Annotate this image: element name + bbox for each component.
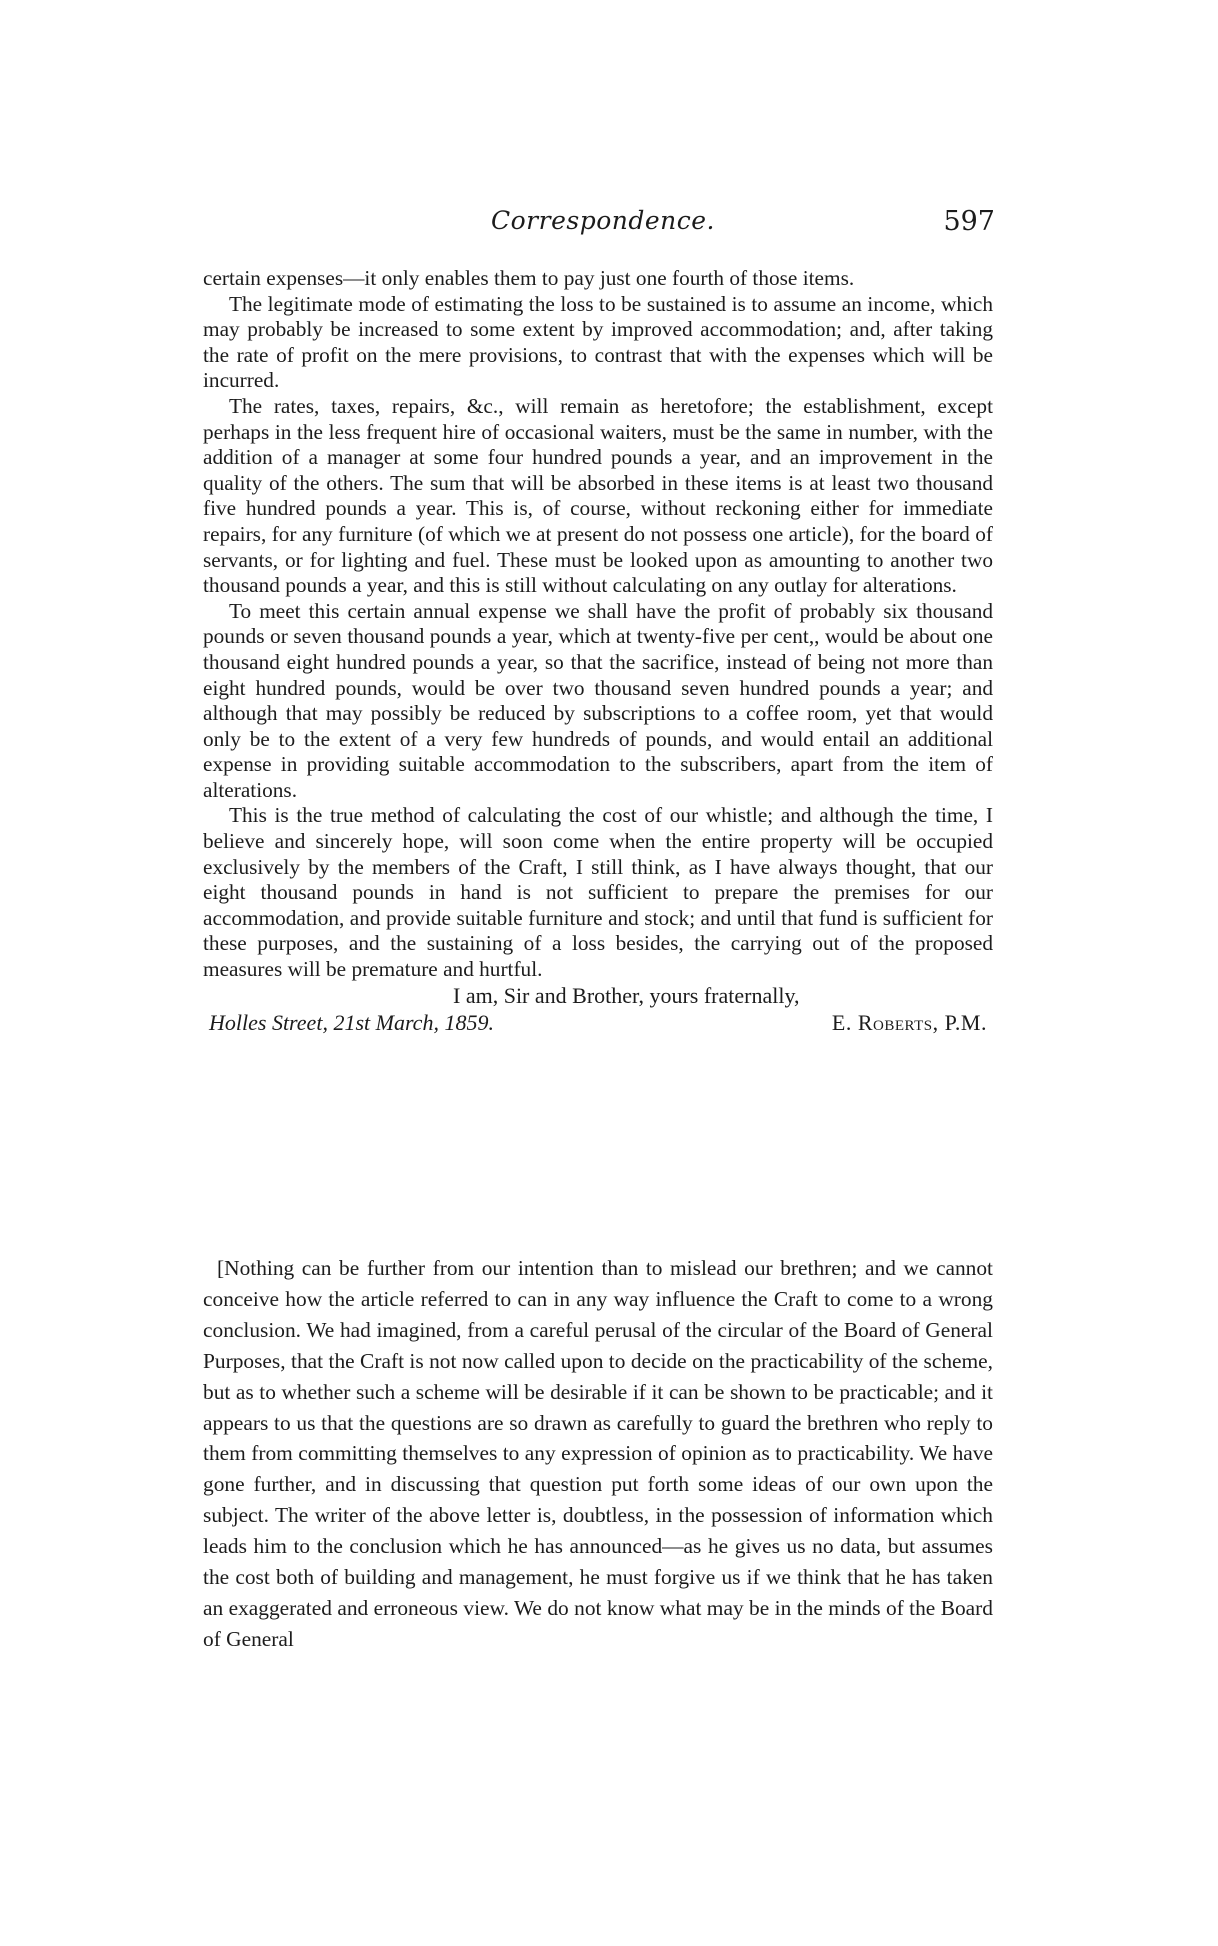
running-title: Correspondence. [491, 206, 716, 235]
letter-paragraph: The legitimate mode of estimating the loss to be sustained is to assume an income, which may probably be increased to some extent by improved accommodation; and, after taking the rate of profit on the mere provisions, to contrast that with the expenses which will be incurred. [203, 291, 993, 393]
letter-paragraph: certain expenses—it only enables them to pay just one fourth of those items. [203, 266, 855, 290]
signature: E. Roberts, P.M. [831, 1010, 987, 1036]
editor-note [203, 1253, 993, 1655]
place-date: Holles Street, 21st March, 1859. [209, 1010, 494, 1036]
signature-line [203, 1010, 993, 1040]
letter-closing: I am, Sir and Brother, yours fraternally, [453, 982, 800, 1008]
page-number: 597 [943, 206, 995, 237]
letter-paragraph: To meet this certain annual expense we shall have the profit of probably six thousand pounds or seven thousand pounds a year, which at twenty-five per cent,, would be about one thousand eight hundred pounds a year, so that the sacrifice, instead of being not more than eight hundred pounds, would be over two thousand seven hundred pounds a year; and although that may possibly be reduced by subscriptions to a coffee room, yet that would only be to the extent of a very few hundreds of pounds, and would entail an additional expense in providing suitable accommodation to the subscribers, apart from the item of alterations. [203, 598, 993, 802]
letter-paragraph: The rates, taxes, repairs, &c., will remain as heretofore; the establishment, except perhaps in the less frequent hire of occasional waiters, must be the same in number, with the addition of a manager at some four hundred pounds a year, and an improvement in the quality of the others. The sum that will be absorbed in these items is at least two thousand five hundred pounds a year. This is, of course, without reckoning either for immediate repairs, for any furniture (of which we at present do not possess one article), for the board of servants, or for lighting and fuel. These must be looked upon as amounting to another two thousand pounds a year, and this is still without calculating on any outlay for alterations. [203, 393, 993, 598]
letter-body [203, 266, 993, 1040]
running-head [205, 200, 995, 240]
editor-note-paragraph: [Nothing can be further from our intention than to mislead our brethren; and we cannot conceive how the article referred to can in any way influence the Craft to come to a wrong conclusion. We had imagined, from a careful perusal of the circular of the Board of General Purposes, that the Craft is not now called upon to decide on the practicability of the scheme, but as to whether such a scheme will be desirable if it can be shown to be practicable; and it appears to us that the questions are so drawn as carefully to guard the brethren who reply to them from committing themselves to any expression of opinion as to practicability. We have gone further, and in discussing that question put forth some ideas of our own upon the subject. The writer of the above letter is, doubtless, in the possession of information which leads him to the conclusion which he has announced—as he gives us no data, but assumes the cost both of building and management, he must forgive us if we think that he has taken an exaggerated and erroneous view. We do not know what may be in the minds of the Board of General [203, 1256, 993, 1651]
letter-paragraph: This is the true method of calculating the cost of our whistle; and although the time, I believe and sincerely hope, will soon come when the entire property will be occupied exclusively by the members of the Craft, I still think, as I have always thought, that our eight thousand pounds in hand is not sufficient to prepare the premises for our accommodation, and provide suitable furniture and stock; and until that fund is sufficient for these purposes, and the sustaining of a loss besides, the carrying out of the proposed measures will be premature and hurtful. [203, 803, 993, 982]
